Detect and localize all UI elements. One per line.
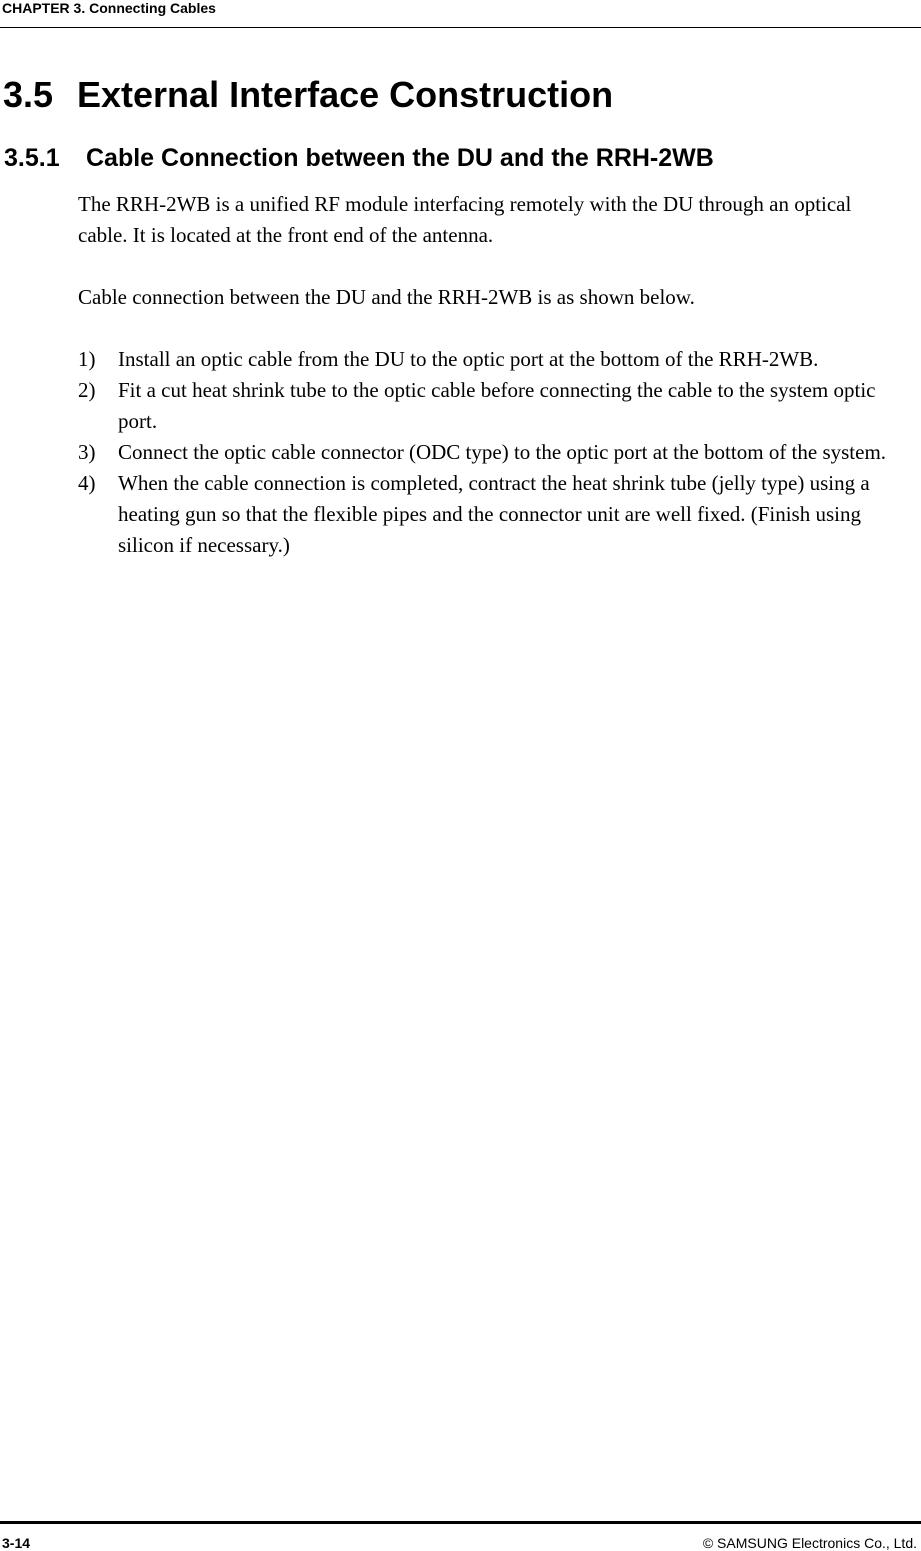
page-number: 3-14 <box>2 1535 31 1551</box>
section-number: 3.5 <box>3 74 54 115</box>
list-item <box>78 344 908 375</box>
step-marker: 3) <box>78 440 96 464</box>
step-marker: 1) <box>78 347 96 371</box>
section-heading <box>3 73 613 117</box>
step-text: When the cable connection is completed, contract the heat shrink tube (jelly type) using a heating gun so that the flexible pipes and the connector unit are well fixed. (Finish using silicon if necessary.) <box>118 471 870 557</box>
subsection-heading <box>4 142 714 174</box>
subsection-number: 3.5.1 <box>4 144 60 172</box>
step-text: Install an optic cable from the DU to the optic port at the bottom of the RRH-2WB. <box>118 347 819 371</box>
copyright-notice: © SAMSUNG Electronics Co., Ltd. <box>702 1535 917 1551</box>
header-divider <box>0 27 921 28</box>
intro-paragraph: The RRH-2WB is a unified RF module interfacing remotely with the DU through an optical cable. It is located at the front end of the antenna. <box>78 192 852 247</box>
step-marker: 2) <box>78 378 96 402</box>
step-text: Fit a cut heat shrink tube to the optic cable before connecting the cable to the system optic port. <box>118 378 876 433</box>
connection-paragraph: Cable connection between the DU and the RRH-2WB is as shown below. <box>78 285 695 309</box>
subsection-title: Cable Connection between the DU and the RRH-2WB <box>86 144 714 172</box>
steps-list <box>78 344 908 561</box>
list-item <box>78 437 908 468</box>
list-item <box>78 468 908 561</box>
section-title: External Interface Construction <box>77 74 614 115</box>
running-header: CHAPTER 3. Connecting Cables <box>2 0 216 16</box>
footer-divider <box>0 1521 921 1524</box>
step-marker: 4) <box>78 471 96 495</box>
list-item <box>78 375 908 437</box>
step-text: Connect the optic cable connector (ODC type) to the optic port at the bottom of the system. <box>118 440 887 464</box>
